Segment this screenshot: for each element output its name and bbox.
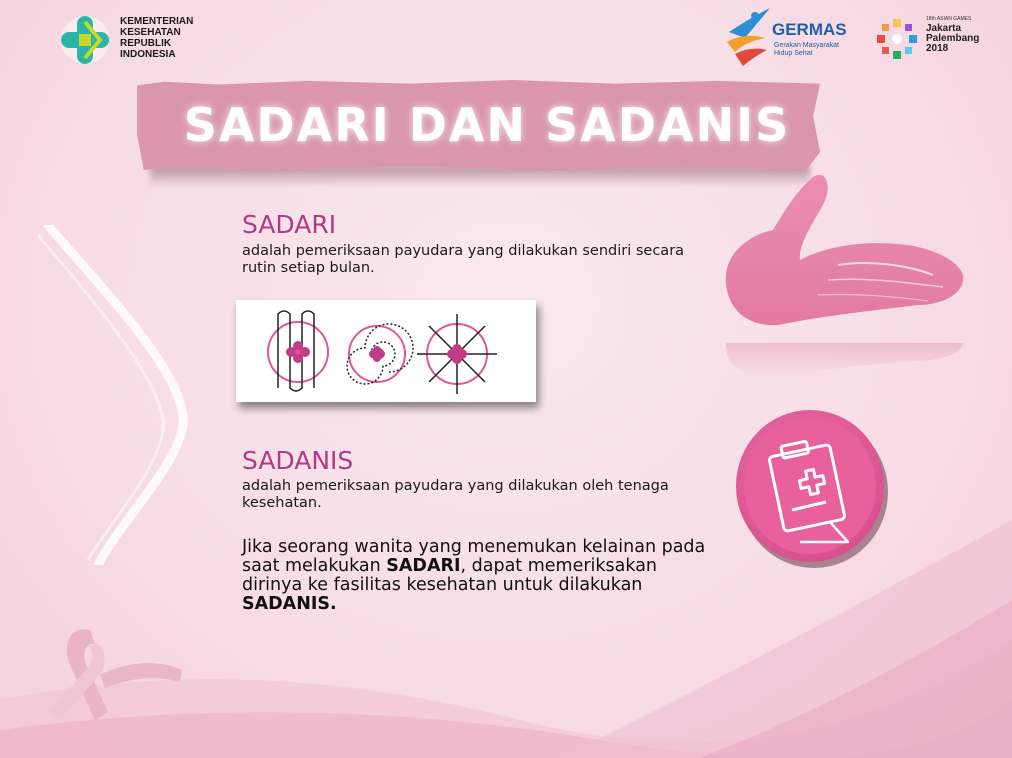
asian-games-year: 2018 xyxy=(926,43,949,54)
kemenkes-logo-text xyxy=(120,16,193,60)
asian-games-city-line: Palembang xyxy=(926,33,980,44)
sadari-heading: SADARI xyxy=(242,210,337,239)
radial-wedge-pattern xyxy=(417,314,497,394)
vertical-strip-pattern xyxy=(268,311,328,391)
kemenkes-line: KEMENTERIAN xyxy=(120,16,194,27)
woman-silhouette-icon xyxy=(718,165,968,405)
germas-subtitle-line: Gerakan Masyarakat xyxy=(774,42,839,49)
breast-exam-diagram xyxy=(236,300,536,402)
asian-games-city xyxy=(926,24,979,54)
sadari-description: adalah pemeriksaan payudara yang dilakukan sendiri secara rutin setiap bulan. xyxy=(242,243,685,276)
breast-exam-patterns-illustration xyxy=(236,300,536,402)
page-title: SADARI DAN SADANIS xyxy=(183,98,791,152)
note-bold-sadari: SADARI xyxy=(386,556,461,576)
note-text-part: , dapat memeriksakan dirinya ke fasilitas kesehatan untuk dilakukan xyxy=(242,556,658,595)
circular-spiral-pattern xyxy=(347,324,413,384)
note-text-part: Jika seorang wanita yang menemukan kelainan pada saat melakukan xyxy=(242,537,706,576)
pink-ribbon-icon xyxy=(40,620,190,730)
asian-games-city-line: Jakarta xyxy=(926,23,962,34)
asian-games-label: 18th ASIAN GAMES xyxy=(926,16,972,22)
germas-subtitle-line: Hidup Sehat xyxy=(774,50,813,57)
note-paragraph xyxy=(242,538,712,614)
white-swoosh-decoration xyxy=(38,225,198,565)
germas-title: GERMAS xyxy=(772,20,847,39)
note-bold-sadanis: SADANIS. xyxy=(242,594,337,614)
kemenkes-line: KESEHATAN xyxy=(120,27,181,38)
kemenkes-line: REPUBLIK xyxy=(120,38,172,49)
kemenkes-line: INDONESIA xyxy=(120,49,176,60)
sadanis-heading: SADANIS xyxy=(242,446,354,475)
germas-subtitle xyxy=(774,42,854,58)
clipboard-medical-icon xyxy=(730,402,890,572)
sadanis-description: adalah pemeriksaan payudara yang dilakukan oleh tenaga kesehatan. xyxy=(242,478,669,511)
